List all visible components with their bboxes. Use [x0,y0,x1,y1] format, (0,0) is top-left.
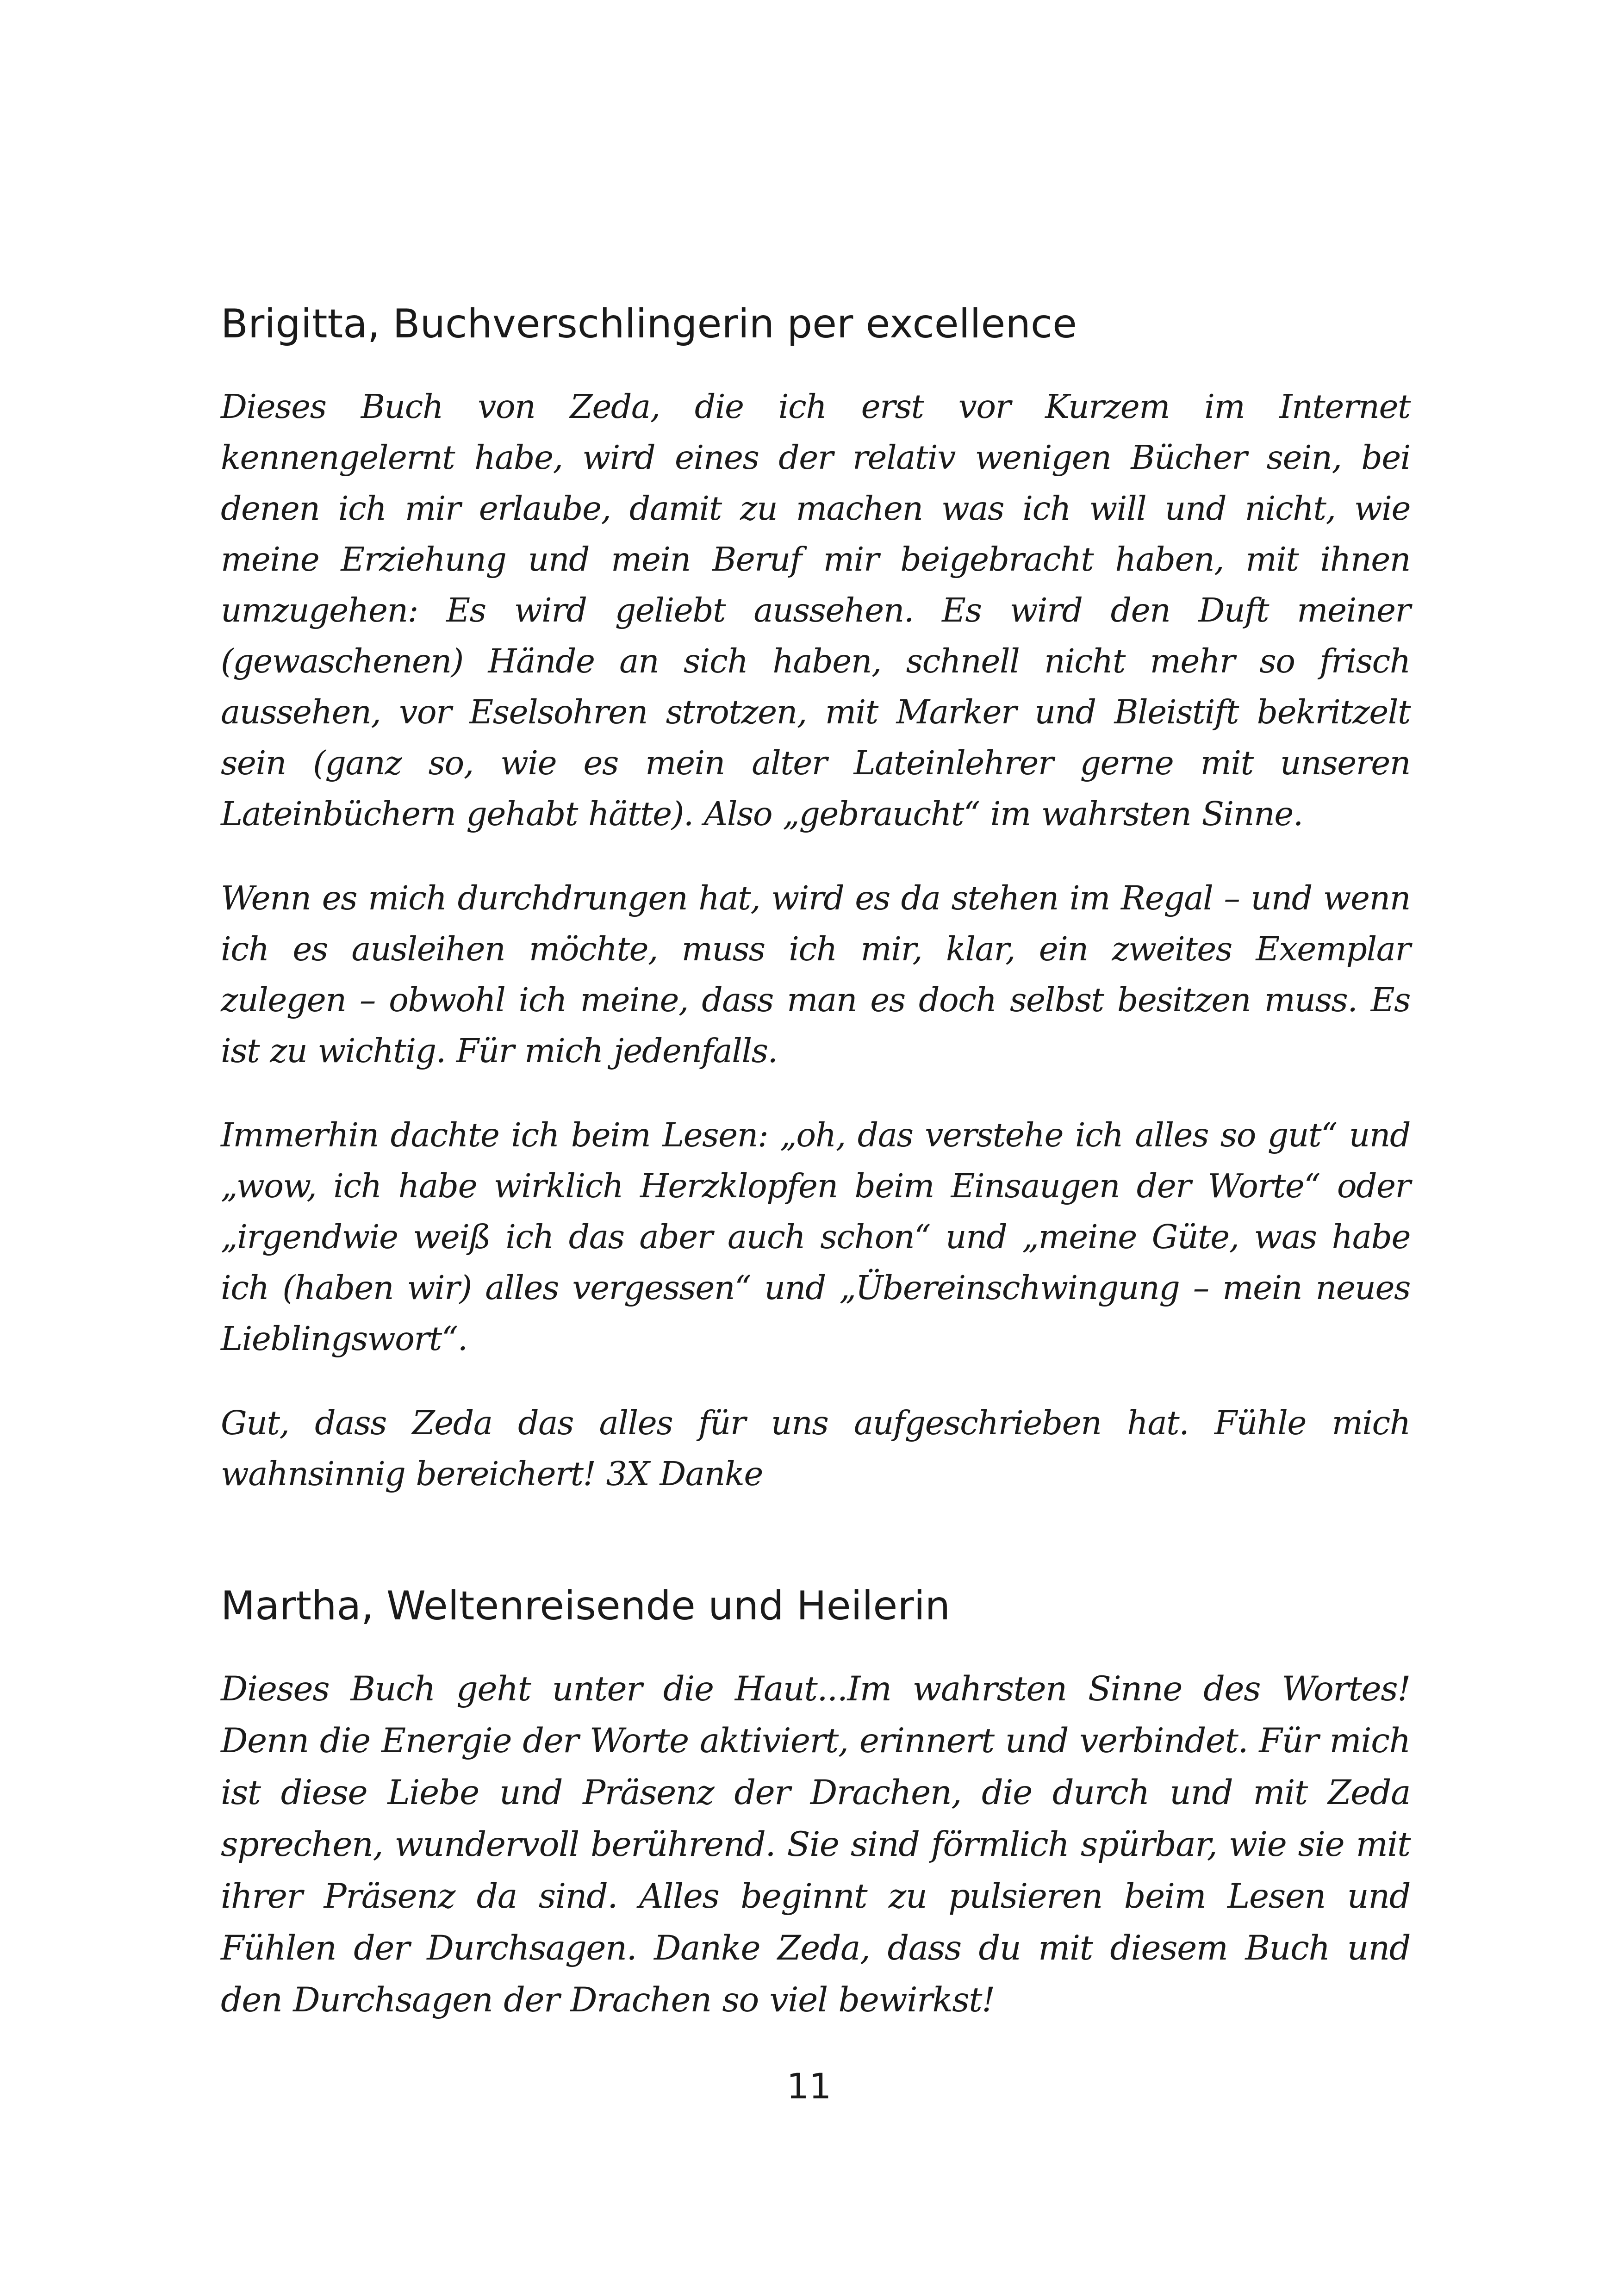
testimonial-martha [221,1578,1410,2060]
paragraph: Gut, dass Zeda das alles für uns aufgeschrieben hat. Fühle mich wahnsinnig bereichert! 3X Danke [221,1404,1410,1493]
page-number: 11 [786,2066,832,2107]
paragraph: Immerhin dachte ich beim Lesen: „oh, das verstehe ich alles so gut“ und „wow, ich habe wirklich Herzklopfen beim Einsaugen der Worte“ oder „irgendwie weiß ich das aber auch schon“ und „meine Güte, was habe ich (haben wir) alles vergessen“ und „Übereinschwingung – mein neues Lieblingswort“. [221,1116,1410,1358]
section-heading: Brigitta, Buchverschlingerin per excellence [221,301,1077,347]
paragraph: Dieses Buch geht unter die Haut...Im wahrsten Sinne des Wortes! Denn die Energie der Worte aktiviert, erinnert und verbindet. Für mich ist diese Liebe und Präsenz der Drachen, die durch und mit Zeda sprechen, wundervoll berührend. Sie sind förmlich spürbar, wie sie mit ihrer Präsenz da sind. Alles beginnt zu pulsieren beim Lesen und Fühlen der Durchsagen. Danke Zeda, dass du mit diesem Buch und den Durchsagen der Drachen so viel bewirkst! [221,1669,1410,2020]
testimonial-brigitta [221,296,1410,1533]
section-heading: Martha, Weltenreisende und Heilerin [221,1583,951,1629]
paragraph: Wenn es mich durchdrungen hat, wird es da stehen im Regal – und wenn ich es ausleihen möchte, muss ich mir, klar, ein zweites Exemplar zulegen – obwohl ich meine, dass man es doch selbst besitzen muss. Es ist zu wichtig. Für mich jedenfalls. [221,879,1410,1070]
paragraph: Dieses Buch von Zeda, die ich erst vor Kurzem im Internet kennengelernt habe, wird eines der relativ wenigen Bücher sein, bei denen ich mir erlaube, damit zu machen was ich will und nicht, wie meine Erziehung und mein Beruf mir beigebracht haben, mit ihnen umzugehen: Es wird geliebt aussehen. Es wird den Duft meiner (gewaschenen) Hände an sich haben, schnell nicht mehr so frisch aussehen, vor Eselsohren strotzen, mit Marker und Bleistift bekritzelt sein (ganz so, wie es mein alter Lateinlehrer gerne mit unseren Lateinbüchern gehabt hätte). Also „gebraucht“ im wahrsten Sinne. [221,387,1410,833]
